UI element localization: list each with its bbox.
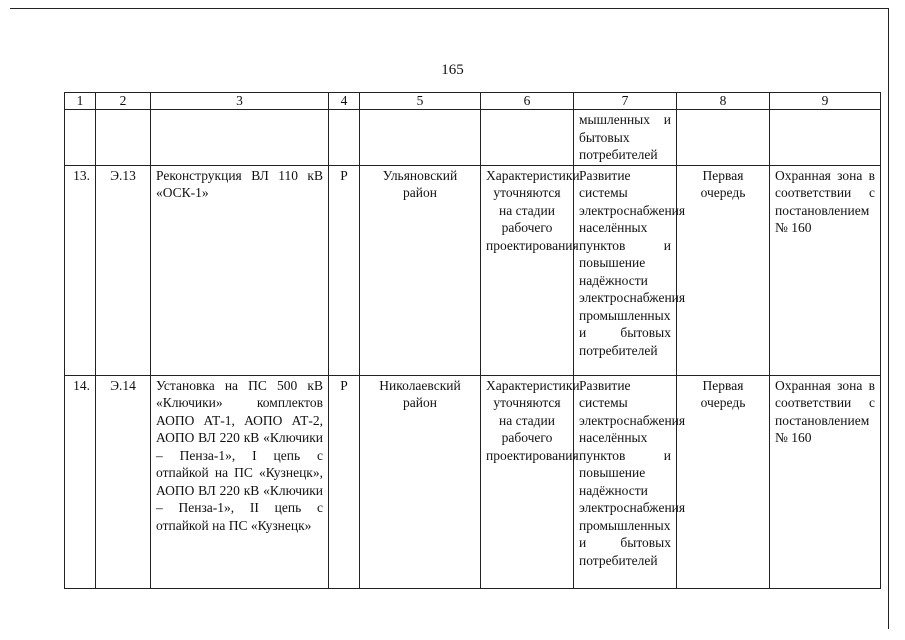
page-number: 165 (441, 62, 464, 78)
continuation-row (65, 110, 881, 166)
col-header-8: 8 (677, 93, 770, 110)
col-header-1: 1 (65, 93, 96, 110)
row-location: Ульяновский район (360, 165, 481, 375)
row-name: Установка на ПС 500 кВ «Ключики» комплектов АОПО АТ-1, АОПО АТ-2, АОПО ВЛ 220 кВ «Ключики – Пенза-1», I цепь с отпайкой на ПС «Кузнецк», АОПО ВЛ 220 кВ «Ключики – Пенза-1», II цепь с отпайкой на ПС «Кузнецк» (151, 375, 329, 588)
table-cell (360, 110, 481, 166)
table-cell (329, 110, 360, 166)
column-number-row (65, 93, 881, 110)
table-cell (677, 110, 770, 166)
col-header-7: 7 (574, 93, 677, 110)
row-number: 13. (65, 165, 96, 375)
row-code: Э.13 (96, 165, 151, 375)
row-number: 14. (65, 375, 96, 588)
table-cell (481, 110, 574, 166)
row-zone: Охранная зона в соответствии с постановлением № 160 (770, 375, 881, 588)
row-type: Р (329, 165, 360, 375)
table-cell (65, 110, 96, 166)
col-header-4: 4 (329, 93, 360, 110)
row-type: Р (329, 375, 360, 588)
row-location: Николаевский район (360, 375, 481, 588)
table-cell (770, 110, 881, 166)
col-header-5: 5 (360, 93, 481, 110)
row-name: Реконструкция ВЛ 110 кВ «ОСК-1» (151, 165, 329, 375)
facilities-table (64, 92, 881, 589)
row-queue: Первая очередь (677, 165, 770, 375)
row-characteristics: Характеристики уточняются на стадии рабочего проектирования (481, 375, 574, 588)
col-header-3: 3 (151, 93, 329, 110)
table-cell (96, 110, 151, 166)
row-purpose: Развитие системы электроснабжения населённых пунктов и повышение надёжности электроснабжения промышленных и бытовых потребителей (574, 165, 677, 375)
row-code: Э.14 (96, 375, 151, 588)
continuation-purpose-cell: мышленных и бытовых потребителей (574, 110, 677, 166)
table-cell (151, 110, 329, 166)
row-characteristics: Характеристики уточняются на стадии рабочего проектирования (481, 165, 574, 375)
col-header-6: 6 (481, 93, 574, 110)
table-row (65, 375, 881, 588)
table-row (65, 165, 881, 375)
row-purpose: Развитие системы электроснабжения населённых пунктов и повышение надёжности электроснабжения промышленных и бытовых потребителей (574, 375, 677, 588)
col-header-9: 9 (770, 93, 881, 110)
col-header-2: 2 (96, 93, 151, 110)
row-zone: Охранная зона в соответствии с постановлением № 160 (770, 165, 881, 375)
row-queue: Первая очередь (677, 375, 770, 588)
